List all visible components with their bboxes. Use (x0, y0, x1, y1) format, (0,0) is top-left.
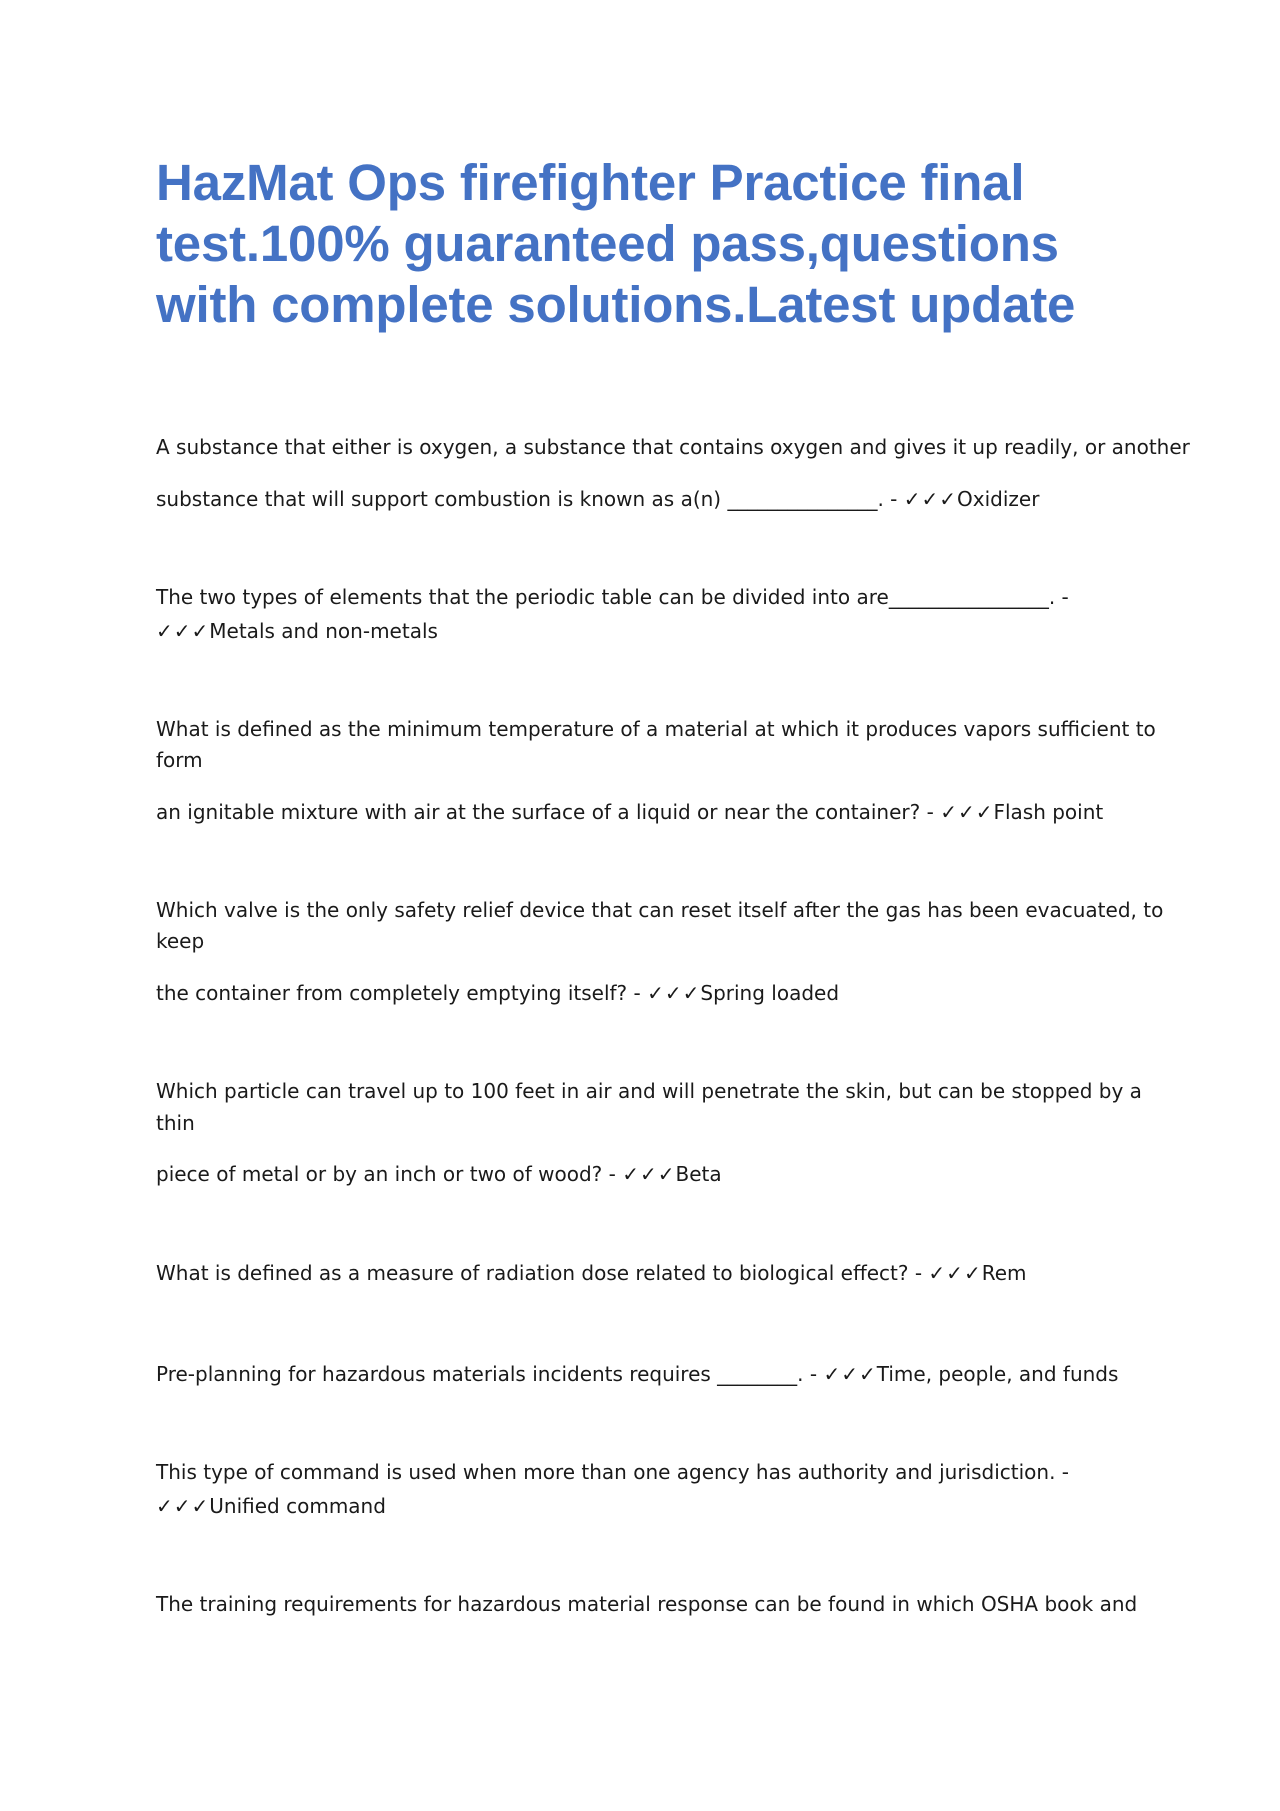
checkmark-icon: ✓✓✓ (156, 1494, 210, 1518)
question-text-with-answer (156, 1361, 1118, 1387)
question-text: an ignitable mixture with air at the surface of a liquid or near the container? - (156, 800, 941, 824)
checkmark-icon: ✓✓✓ (622, 1162, 676, 1186)
question-text: This type of command is used when more than one agency has authority and jurisdiction. - (156, 1460, 1070, 1484)
answer-text: Unified command (209, 1494, 386, 1518)
answer-text: Spring loaded (700, 981, 840, 1005)
answer-text: Rem (981, 1261, 1027, 1285)
question-text: Which particle can travel up to 100 feet in air and will penetrate the skin, but can be stopped by a (156, 1079, 1142, 1103)
question-text: What is defined as a measure of radiation dose related to biological effect? - (156, 1261, 929, 1285)
checkmark-icon: ✓✓✓ (156, 619, 210, 643)
checkmark-icon: ✓✓✓ (903, 487, 958, 511)
question-text: keep (156, 929, 205, 953)
question-text: What is defined as the minimum temperature of a material at which it produces vapors sufficient to (156, 717, 1156, 741)
answer-line (156, 1493, 386, 1519)
question-text: substance that will support combustion is known as a(n) _______________. - (156, 487, 904, 511)
title-line: test.100% guaranteed pass,questions (156, 215, 1059, 272)
question-text: The two types of elements that the periodic table can be divided into are________________. - (156, 585, 1069, 609)
document-page (156, 152, 1156, 335)
question-text-with-answer (156, 1260, 1027, 1286)
answer-text: Time, people, and funds (876, 1362, 1119, 1386)
question-text: A substance that either is oxygen, a substance that contains oxygen and gives it up readily, or another (156, 435, 1190, 459)
answer-text: Oxidizer (957, 487, 1040, 511)
question-text-with-answer (156, 799, 1103, 825)
title-line: with complete solutions.Latest update (156, 276, 1076, 333)
checkmark-icon: ✓✓✓ (928, 1261, 982, 1285)
answer-line (156, 618, 438, 644)
answer-text: Flash point (993, 800, 1104, 824)
answer-text: Beta (675, 1162, 722, 1186)
question-text: The training requirements for hazardous material response can be found in which OSHA book and (156, 1592, 1138, 1616)
question-text-with-answer (156, 980, 839, 1006)
question-text-with-answer (156, 1161, 722, 1187)
question-text: piece of metal or by an inch or two of wood? - (156, 1162, 623, 1186)
question-text: thin (156, 1111, 195, 1135)
question-text: Pre-planning for hazardous materials incidents requires ________. - (156, 1362, 824, 1386)
question-text-with-answer (156, 486, 1039, 512)
title-line: HazMat Ops firefighter Practice final (156, 154, 1025, 211)
checkmark-icon: ✓✓✓ (940, 800, 994, 824)
question-text: form (156, 748, 203, 772)
answer-text: Metals and non-metals (209, 619, 438, 643)
checkmark-icon: ✓✓✓ (823, 1362, 877, 1386)
question-text: the container from completely emptying itself? - (156, 981, 648, 1005)
checkmark-icon: ✓✓✓ (647, 981, 701, 1005)
question-text: Which valve is the only safety relief device that can reset itself after the gas has been evacuated, to (156, 898, 1164, 922)
document-title (156, 152, 1156, 335)
